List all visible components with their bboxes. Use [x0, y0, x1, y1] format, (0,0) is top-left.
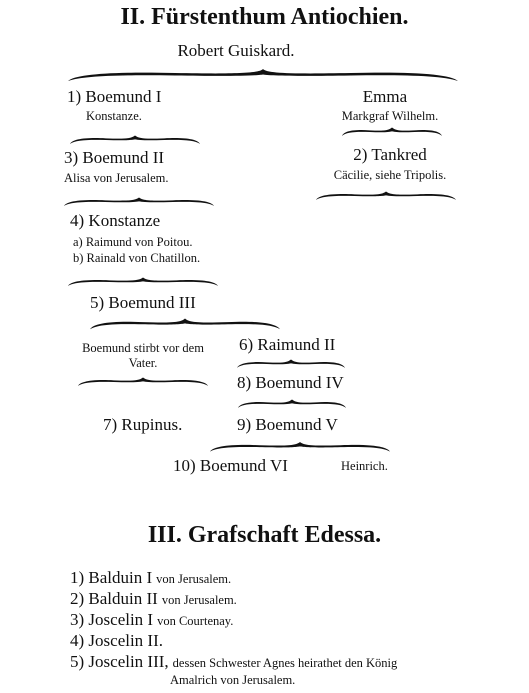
person-bohemund-2: 3) Boemund II	[64, 148, 165, 167]
list-item-note: von Jerusalem.	[161, 593, 237, 607]
spouse-rainald-chatillon: b) Rainald von Chatillon.	[73, 251, 201, 265]
genealogy-brace	[237, 356, 345, 370]
list-item-note-cont: Amalrich von Jerusalem.	[170, 673, 296, 687]
section-heading-antioch: II. Fürstenthum Antiochien.	[120, 4, 409, 30]
spouse-alisa: Alisa von Jerusalem.	[64, 171, 169, 185]
genealogy-brace	[90, 314, 280, 332]
list-item-note: von Jerusalem.	[156, 572, 232, 586]
list-item-name: 1) Balduin I	[70, 568, 153, 587]
spouse-caecilie: Cäcilie, siehe Tripolis.	[333, 168, 447, 182]
spouse-raimund-poitou: a) Raimund von Poitou.	[73, 235, 193, 249]
genealogy-brace	[210, 438, 390, 454]
section-heading-edessa: III. Grafschaft Edessa.	[147, 522, 382, 548]
person-bohemund-4: 8) Boemund IV	[237, 373, 344, 392]
person-bohemund-3: 5) Boemund III	[90, 293, 196, 312]
genealogy-brace	[70, 132, 200, 146]
genealogy-brace	[78, 374, 208, 388]
genealogy-brace	[64, 194, 214, 208]
list-item	[70, 569, 231, 587]
list-item	[70, 611, 233, 629]
person-bohemund-6: 10) Boemund VI	[173, 456, 288, 475]
list-item-name: 4) Joscelin II.	[70, 631, 164, 650]
person-raimund-2: 6) Raimund II	[239, 335, 336, 354]
note-bohemund-died-cont: Vater.	[128, 356, 158, 370]
list-item	[70, 632, 163, 650]
list-item-name: 3) Joscelin I	[70, 610, 154, 629]
genealogy-brace	[316, 188, 456, 202]
list-item-name: 2) Balduin II	[70, 589, 158, 608]
list-item	[70, 653, 397, 671]
list-item-name: 5) Joscelin III,	[70, 652, 169, 671]
spouse-markgraf-wilhelm: Markgraf Wilhelm.	[341, 109, 439, 123]
root-robert-guiskard: Robert Guiskard.	[177, 41, 295, 60]
person-tankred: 2) Tankred	[353, 145, 427, 164]
genealogy-brace	[68, 64, 458, 84]
person-konstanze: 4) Konstanze	[70, 211, 161, 230]
person-heinrich: Heinrich.	[341, 459, 388, 473]
person-emma: Emma	[362, 87, 408, 106]
spouse-konstanze: Konstanze.	[86, 109, 142, 123]
person-bohemund-1: 1) Boemund I	[67, 87, 162, 106]
genealogy-brace	[238, 396, 346, 410]
list-item-note: von Courtenay.	[157, 614, 234, 628]
genealogy-brace	[342, 124, 442, 138]
list-item-note: dessen Schwester Agnes heirathet den König	[172, 656, 398, 670]
list-item	[70, 590, 237, 608]
person-rupinus: 7) Rupinus.	[103, 415, 183, 434]
genealogy-brace	[68, 274, 218, 288]
person-bohemund-5: 9) Boemund V	[237, 415, 338, 434]
note-bohemund-died: Boemund stirbt vor dem	[82, 341, 204, 355]
